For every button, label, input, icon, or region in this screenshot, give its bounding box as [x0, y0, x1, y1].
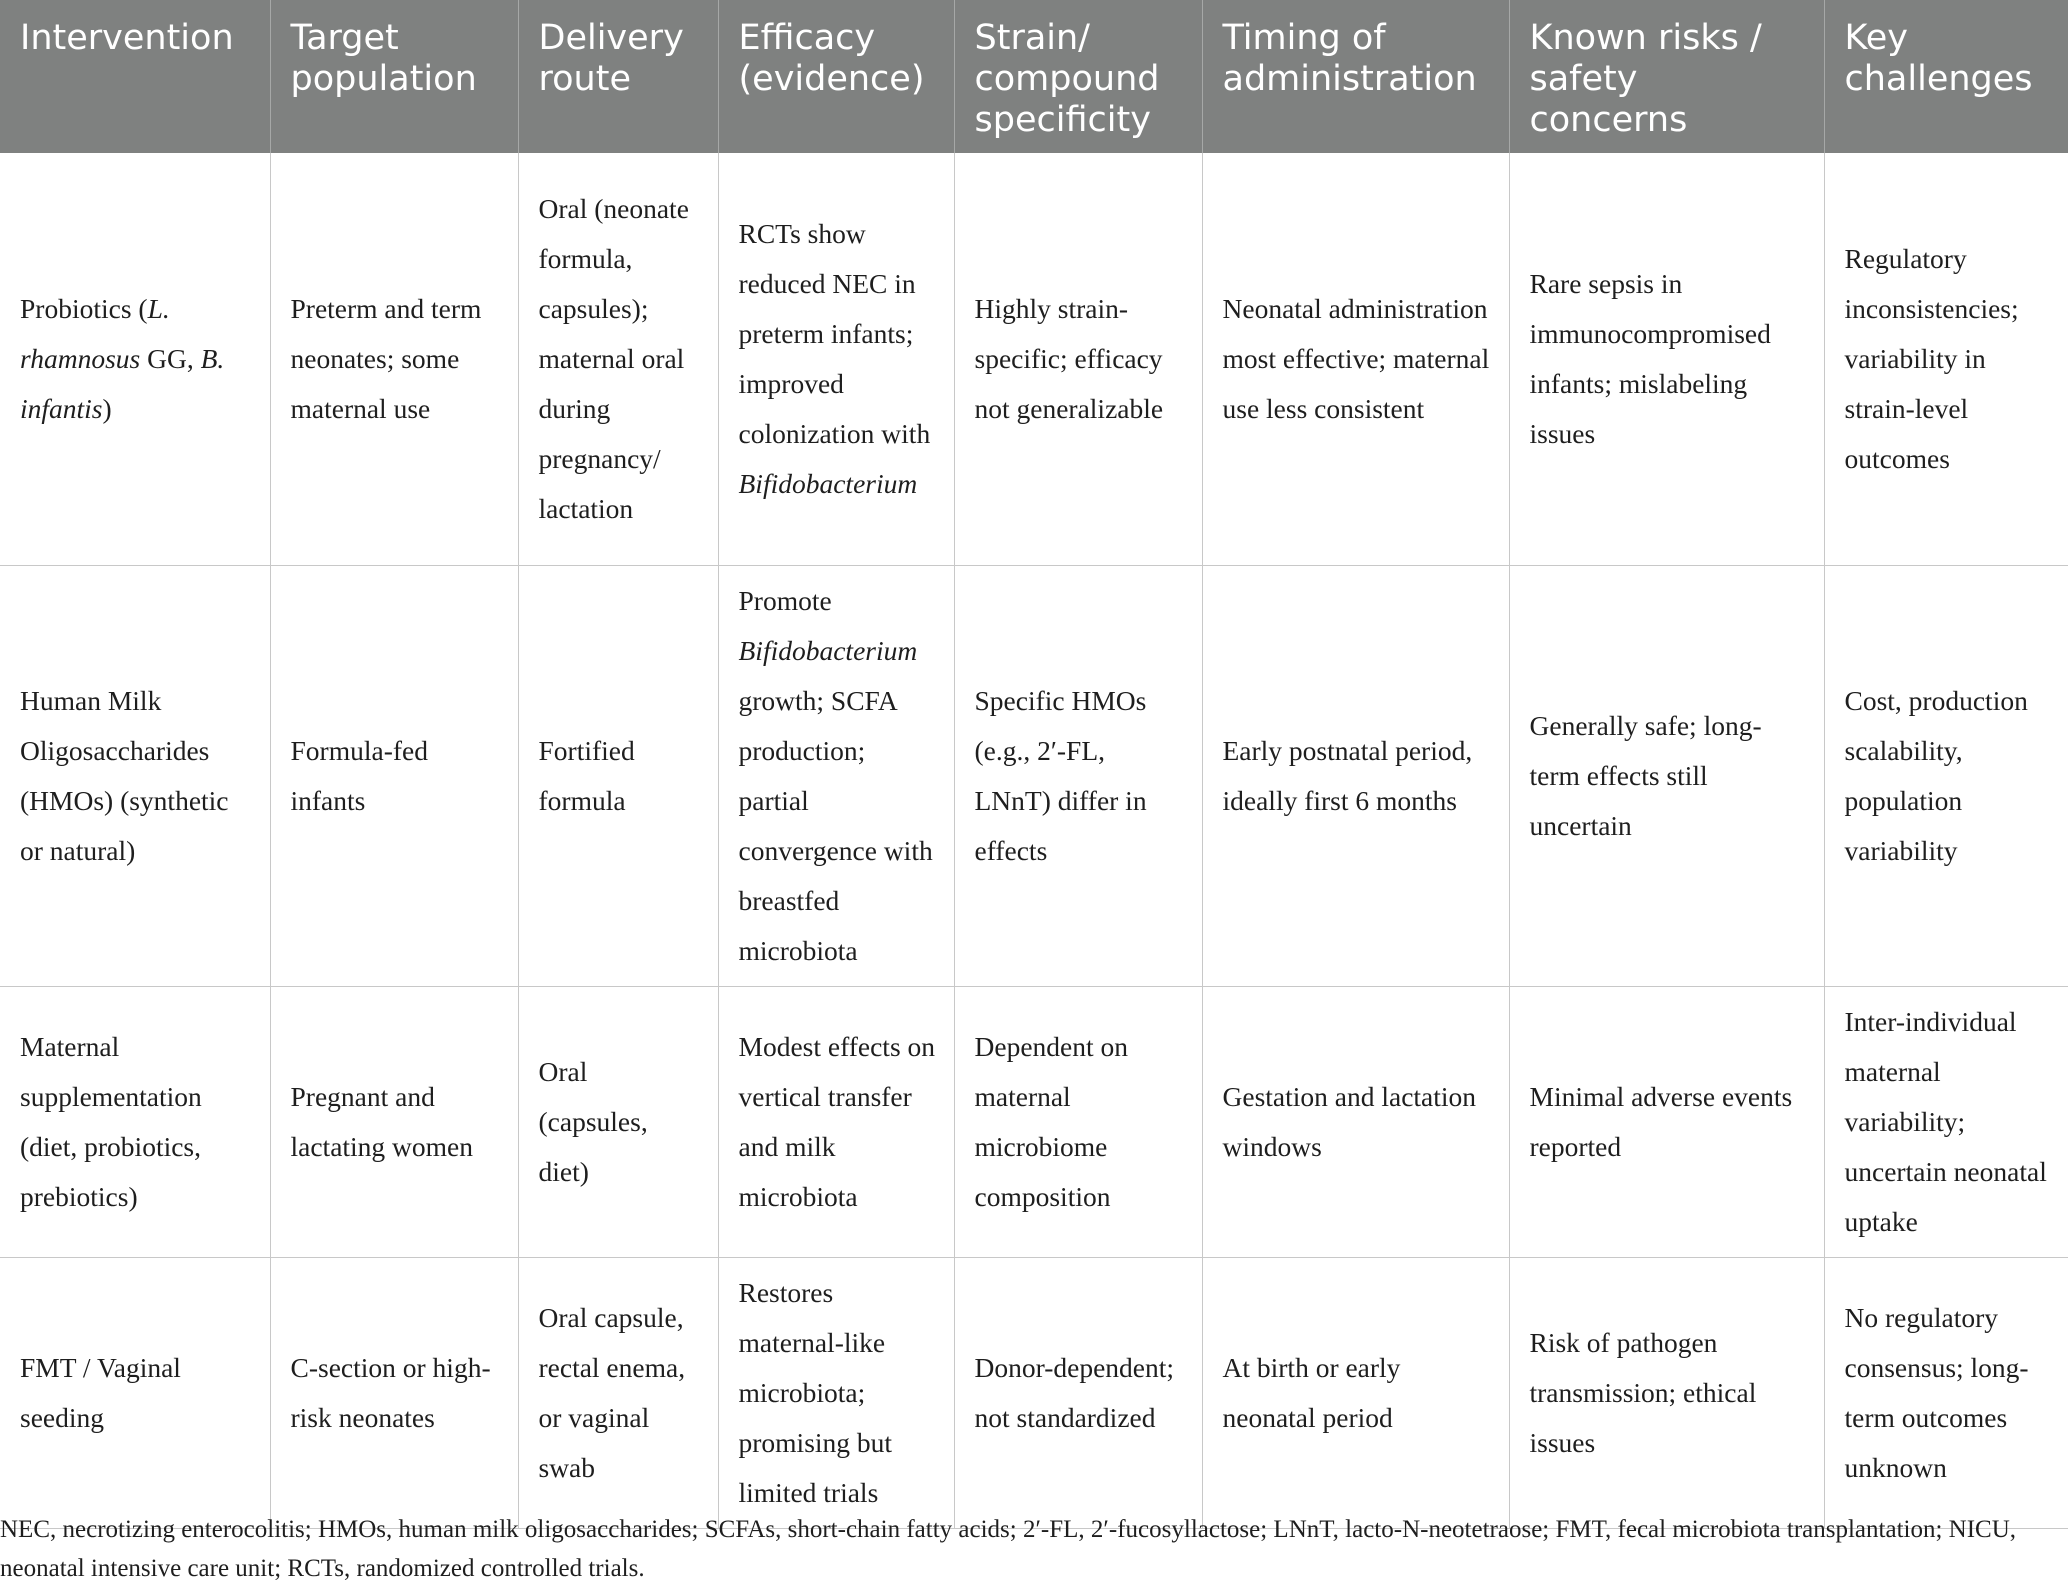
column-header-specificity: Strain/ compound specificity: [954, 0, 1202, 153]
cell-risks: Generally safe; long-term effects still uncertain: [1509, 565, 1824, 986]
cell-delivery-route: Oral (capsules, diet): [518, 986, 718, 1257]
cell-intervention-part: Probiotics (: [20, 292, 148, 324]
cell-target-population: C-section or high-risk neonates: [270, 1257, 518, 1528]
table-row: [0, 1257, 2068, 1528]
cell-intervention: Human Milk Oligosaccharides (HMOs) (synthetic or natural): [0, 565, 270, 986]
column-header-intervention: Intervention: [0, 0, 270, 153]
cell-efficacy: Restores maternal-like microbiota; promising but limited trials: [718, 1257, 954, 1528]
cell-specificity: Dependent on maternal microbiome composition: [954, 986, 1202, 1257]
cell-efficacy: [718, 565, 954, 986]
cell-intervention: Maternal supplementation (diet, probiotics, prebiotics): [0, 986, 270, 1257]
column-header-delivery-route: Delivery route: [518, 0, 718, 153]
cell-timing: At birth or early neonatal period: [1202, 1257, 1509, 1528]
cell-intervention-part: ): [102, 392, 112, 424]
cell-efficacy: Modest effects on vertical transfer and milk microbiota: [718, 986, 954, 1257]
column-header-risks: Known risks / safety concerns: [1509, 0, 1824, 153]
table-row: [0, 986, 2068, 1257]
cell-challenges: Cost, production scalability, population variability: [1824, 565, 2068, 986]
cell-timing: Neonatal administration most effective; maternal use less consistent: [1202, 153, 1509, 565]
cell-target-population: Formula-fed infants: [270, 565, 518, 986]
cell-intervention-species-italic: L. rhamnosus: [20, 292, 170, 374]
column-header-challenges: Key challenges: [1824, 0, 2068, 153]
cell-specificity: Specific HMOs (e.g., 2′-FL, LNnT) differ in effects: [954, 565, 1202, 986]
cell-intervention: [0, 153, 270, 565]
cell-specificity: Highly strain-specific; efficacy not generalizable: [954, 153, 1202, 565]
cell-challenges: No regulatory consensus; long-term outcomes unknown: [1824, 1257, 2068, 1528]
cell-efficacy: [718, 153, 954, 565]
cell-risks: Rare sepsis in immunocompromised infants; mislabeling issues: [1509, 153, 1824, 565]
table-header-row: [0, 0, 2068, 153]
table-row: [0, 565, 2068, 986]
cell-delivery-route: Oral (neonate formula, capsules); maternal oral during pregnancy/ lactation: [518, 153, 718, 565]
cell-timing: Gestation and lactation windows: [1202, 986, 1509, 1257]
cell-target-population: Pregnant and lactating women: [270, 986, 518, 1257]
cell-challenges: Regulatory inconsistencies; variability in strain-level outcomes: [1824, 153, 2068, 565]
cell-efficacy-part: growth; SCFA production; partial convergence with breastfed microbiota: [738, 684, 933, 966]
cell-delivery-route: Oral capsule, rectal enema, or vaginal swab: [518, 1257, 718, 1528]
column-header-target-population: Target population: [270, 0, 518, 153]
cell-target-population: Preterm and term neonates; some maternal use: [270, 153, 518, 565]
cell-intervention-species-italic: B. infantis: [20, 342, 225, 424]
cell-specificity: Donor-dependent; not standardized: [954, 1257, 1202, 1528]
cell-delivery-route: Fortified formula: [518, 565, 718, 986]
cell-efficacy-part: RCTs show reduced NEC in preterm infants; improved colonization with: [738, 217, 931, 449]
cell-efficacy-genus-italic: Bifidobacterium: [738, 467, 918, 499]
table-row: [0, 153, 2068, 565]
cell-timing: Early postnatal period, ideally first 6 months: [1202, 565, 1509, 986]
cell-intervention-part: GG,: [140, 342, 201, 374]
column-header-efficacy: Efficacy (evidence): [718, 0, 954, 153]
cell-challenges: Inter-individual maternal variability; uncertain neonatal uptake: [1824, 986, 2068, 1257]
cell-efficacy-genus-italic: Bifidobacterium: [738, 634, 918, 666]
table-footnote: NEC, necrotizing enterocolitis; HMOs, human milk oligosaccharides; SCFAs, short-chain fatty acids; 2′-FL, 2′-fucosyllactose; LNnT, lacto-N-neotetraose; FMT, fecal microbiota transplantation; NICU, neonatal intensive care unit; RCTs, randomized controlled trials.: [0, 1516, 2017, 1582]
cell-risks: Minimal adverse events reported: [1509, 986, 1824, 1257]
cell-risks: Risk of pathogen transmission; ethical issues: [1509, 1257, 1824, 1528]
cell-intervention: FMT / Vaginal seeding: [0, 1257, 270, 1528]
cell-efficacy-part: Promote: [738, 584, 832, 616]
column-header-timing: Timing of administration: [1202, 0, 1509, 153]
